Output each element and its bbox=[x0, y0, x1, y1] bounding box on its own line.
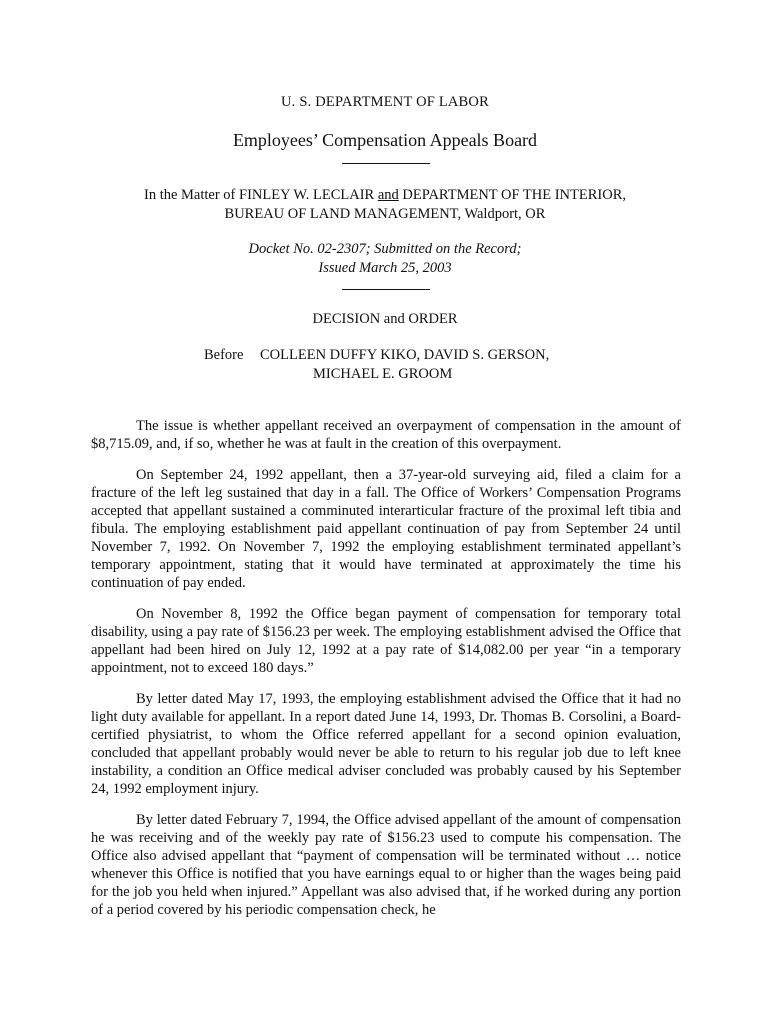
body-paragraph: By letter dated May 17, 1993, the employing establishment advised the Office that it had no light duty available for appellant. In a report dated June 14, 1993, Dr. Thomas B. Corsolini, a Board-certified physiatrist, to whom the Office referred appellant for a second opinion evaluation, concluded that appellant probably would never be able to return to his regular job due to left knee instability, a condition an Office medical adviser concluded was probably caused by his September 24, 1992 employment injury. bbox=[91, 691, 681, 797]
panel-members bbox=[204, 346, 549, 384]
decision-title: DECISION and ORDER bbox=[312, 311, 458, 327]
panel-names-1: COLLEEN DUFFY KIKO, DAVID S. GERSON, bbox=[260, 347, 550, 363]
docket-divider bbox=[342, 289, 430, 290]
caption-conjunction: and bbox=[377, 187, 399, 203]
panel-line1 bbox=[204, 346, 549, 365]
board-title: Employees’ Compensation Appeals Board bbox=[232, 130, 538, 150]
case-caption-line2: BUREAU OF LAND MANAGEMENT, Waldport, OR bbox=[224, 206, 546, 222]
body-paragraph: On September 24, 1992 appellant, then a 37-year-old surveying aid, filed a claim for a fracture of the left leg sustained that day in a fall. The Office of Workers’ Compensation Programs accepted that appellant sustained a comminuted interarticular fracture of the proximal left tibia and fibula. The employing establishment paid appellant continuation of pay from September 24 until November 7, 1992. On November 7, 1992 the employing establishment terminated appellant’s temporary appointment, stating that it would have terminated at approximately the time his continuation of pay ended. bbox=[91, 467, 681, 591]
body-paragraph: On November 8, 1992 the Office began payment of compensation for temporary total disability, using a pay rate of $156.23 per week. The employing establishment advised the Office that appellant had been hired on July 12, 1992 at a pay rate of $14,082.00 per year “in a temporary appointment, not to exceed 180 days.” bbox=[91, 606, 681, 676]
body-paragraph: The issue is whether appellant received an overpayment of compensation in the amount of $8,715.09, and, if so, whether he was at fault in the creation of this overpayment. bbox=[91, 418, 681, 452]
docket-info bbox=[0, 240, 770, 278]
caption-prefix: In the Matter of FINLEY W. LECLAIR bbox=[143, 187, 378, 203]
case-caption bbox=[0, 186, 770, 224]
panel-names-2: MICHAEL E. GROOM bbox=[313, 366, 453, 382]
agency-name: U. S. DEPARTMENT OF LABOR bbox=[281, 94, 489, 110]
case-caption-line1 bbox=[0, 186, 770, 205]
header-divider bbox=[342, 163, 430, 164]
docket-line1: Docket No. 02-2307; Submitted on the Record; bbox=[248, 241, 522, 257]
docket-line2: Issued March 25, 2003 bbox=[318, 260, 452, 276]
decision-body bbox=[91, 417, 681, 932]
before-label: Before bbox=[204, 347, 244, 363]
body-paragraph: By letter dated February 7, 1994, the Office advised appellant of the amount of compensation he was receiving and of the weekly pay rate of $156.23 used to compute his compensation. The Office also advised appellant that “payment of compensation will be terminated without … notice whenever this Office is notified that you have earnings equal to or higher than the wages being paid for the job you held when injured.” Appellant was also advised that, if he worked during any portion of a period covered by his periodic compensation check, he bbox=[91, 812, 681, 918]
caption-suffix: DEPARTMENT OF THE INTERIOR, bbox=[398, 187, 627, 203]
